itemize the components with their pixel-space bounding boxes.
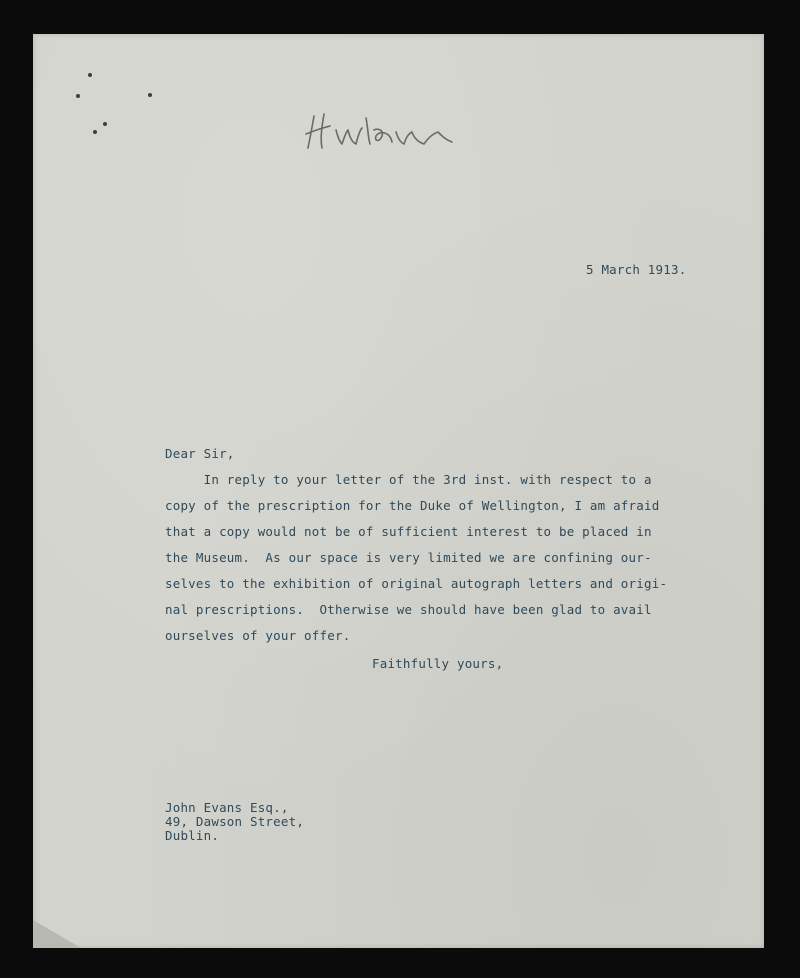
punch-mark (76, 94, 80, 98)
closing: Faithfully yours, (372, 656, 504, 671)
body-line: the Museum. As our space is very limited we are confining our- (165, 550, 652, 565)
letter-page (33, 34, 764, 948)
address-line: John Evans Esq., (165, 800, 289, 815)
punch-mark (88, 73, 92, 77)
body-line: In reply to your letter of the 3rd inst. with respect to a (165, 472, 652, 487)
punch-mark (93, 130, 97, 134)
salutation: Dear Sir, (165, 446, 235, 461)
punch-mark (103, 122, 107, 126)
address-line: 49, Dawson Street, (165, 814, 305, 829)
body-line: copy of the prescription for the Duke of Wellington, I am afraid (165, 498, 660, 513)
body-line: ourselves of your offer. (165, 628, 351, 643)
punch-mark (148, 93, 152, 97)
folded-corner (33, 920, 81, 948)
letter-date: 5 March 1913. (586, 262, 687, 277)
body-line: nal prescriptions. Otherwise we should have been glad to avail (165, 602, 652, 617)
body-line: selves to the exhibition of original autograph letters and origi- (165, 576, 668, 591)
address-line: Dublin. (165, 828, 220, 843)
body-line: that a copy would not be of sufficient interest to be placed in (165, 524, 652, 539)
handwritten-signature (300, 108, 460, 158)
